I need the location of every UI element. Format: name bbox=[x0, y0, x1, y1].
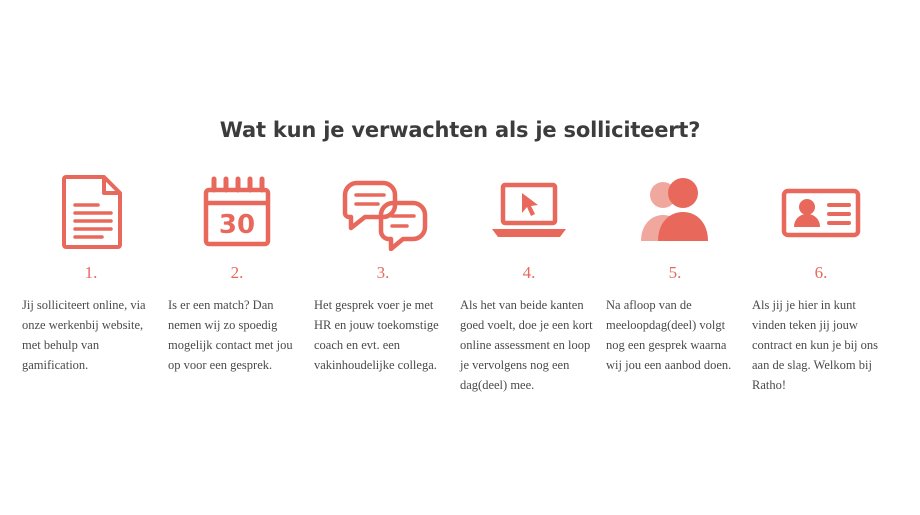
step-text: Na afloop van de meeloopdag(deel) volgt nog een gesprek waarna wij jou een aanbod doen. bbox=[606, 298, 732, 372]
step-3 bbox=[314, 165, 460, 375]
step-5 bbox=[606, 165, 752, 375]
step-number: 1. bbox=[84, 263, 98, 282]
svg-text:30: 30 bbox=[218, 210, 256, 240]
step-1 bbox=[22, 165, 168, 375]
step-text: Als jij je hier in kunt vinden teken jij jouw contract en kun je bij ons aan de slag. Welkom bij Ratho! bbox=[752, 298, 879, 392]
step-text: Als het van beide kanten goed voelt, doe je een kort online assessment en loop je vervolgens nog een dag(deel) mee. bbox=[460, 298, 593, 392]
step-6 bbox=[752, 165, 898, 395]
step-text: Het gesprek voer je met HR en jouw toekomstige coach en evt. een vakinhoudelijke collega. bbox=[314, 298, 439, 372]
steps-row bbox=[22, 165, 898, 395]
step-number: 4. bbox=[522, 263, 536, 282]
speech-bubbles-icon bbox=[314, 165, 452, 257]
step-number: 3. bbox=[376, 263, 390, 282]
step-number: 6. bbox=[814, 263, 828, 282]
calendar-30-icon bbox=[168, 165, 306, 257]
step-2 bbox=[168, 165, 314, 375]
step-text: Jij solliciteert online, via onze werkenbij website, met behulp van gamification. bbox=[22, 298, 146, 372]
step-text: Is er een match? Dan nemen wij zo spoedig mogelijk contact met jou op voor een gesprek. bbox=[168, 298, 293, 372]
step-number: 2. bbox=[230, 263, 244, 282]
step-4 bbox=[460, 165, 606, 395]
page-title: Wat kun je verwachten als je solliciteert? bbox=[219, 118, 701, 142]
id-badge-icon bbox=[752, 165, 890, 257]
step-number: 5. bbox=[668, 263, 682, 282]
document-icon bbox=[22, 165, 160, 257]
two-people-icon bbox=[606, 165, 744, 257]
laptop-cursor-icon bbox=[460, 165, 598, 257]
